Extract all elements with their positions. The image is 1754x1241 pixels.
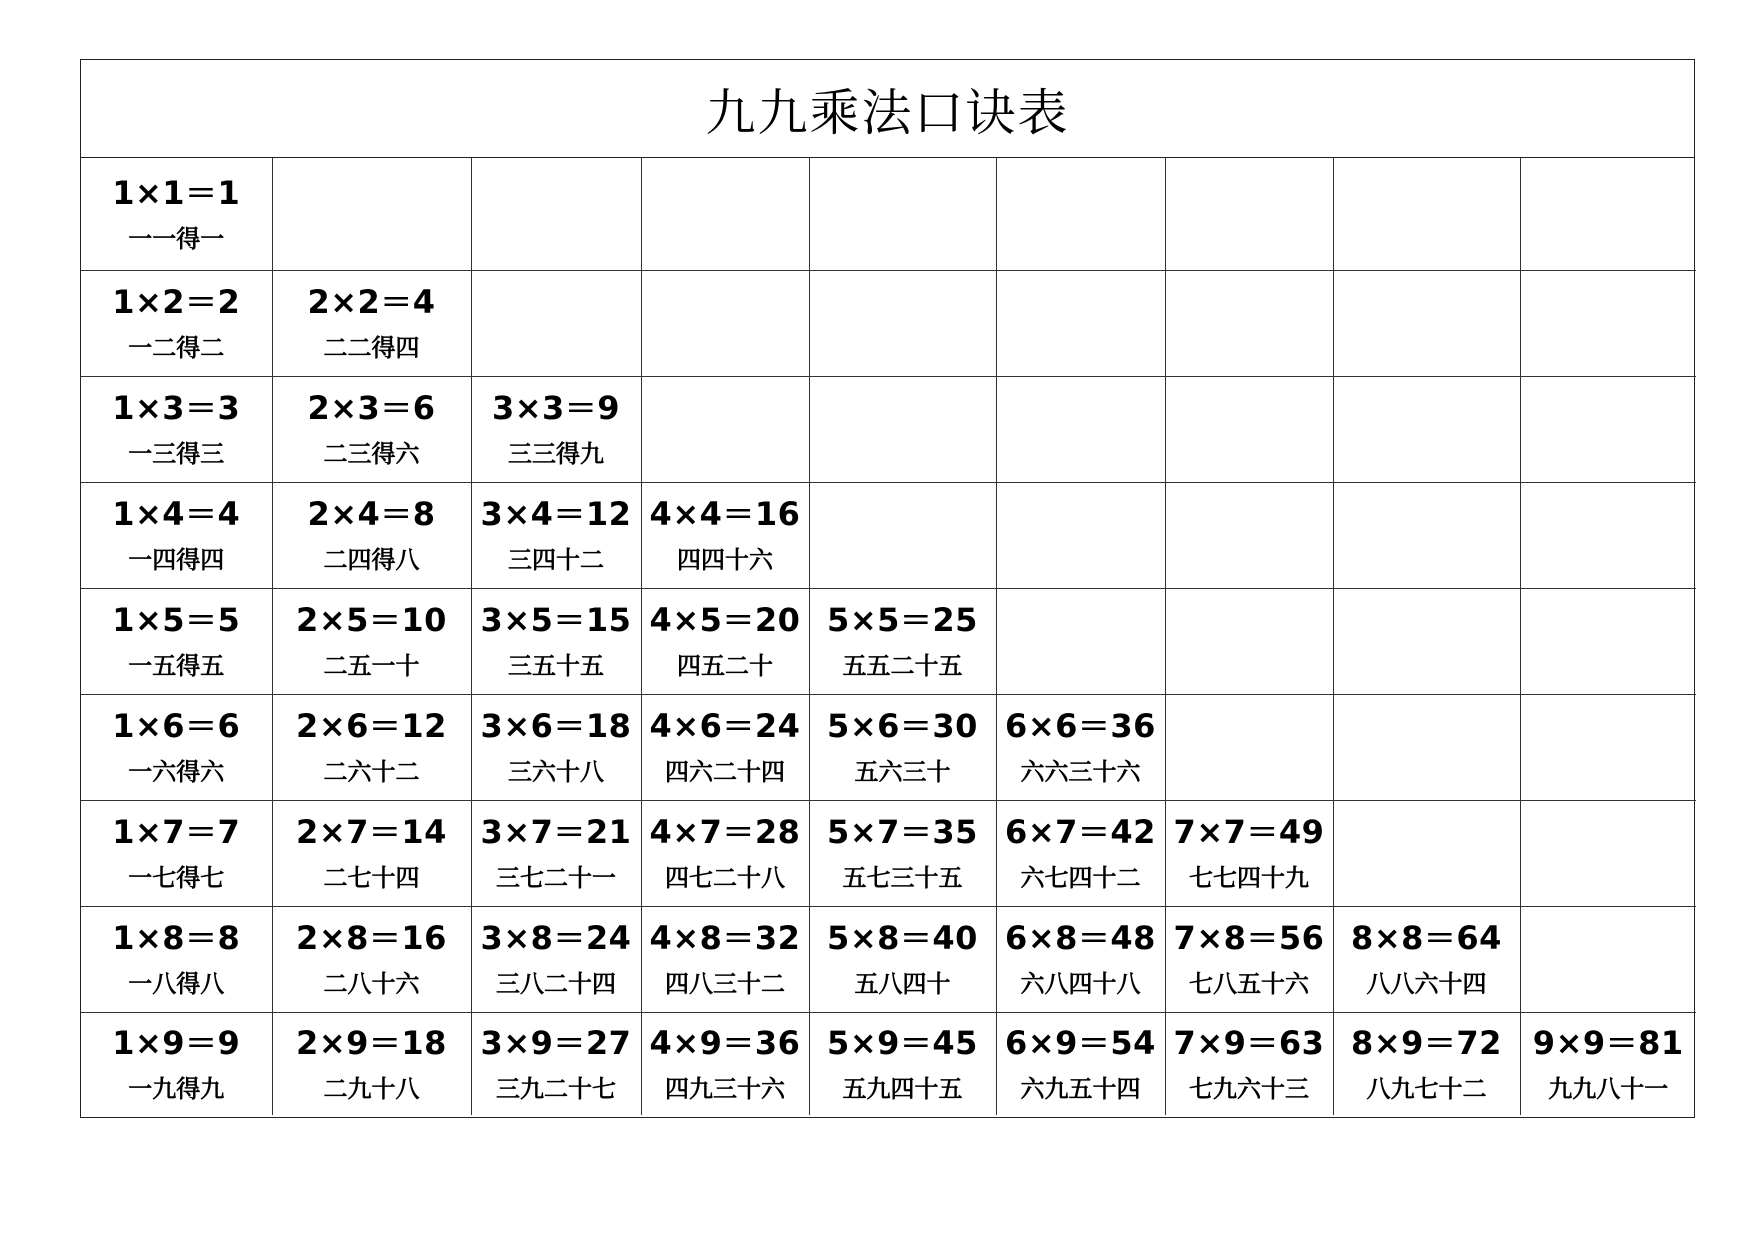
- equation-text: 1×7＝7: [112, 813, 241, 851]
- verse-text: 八九七十二: [1366, 1074, 1487, 1103]
- cell-content: [642, 1023, 809, 1103]
- empty-cell: [1520, 800, 1696, 906]
- table-row: [81, 376, 1696, 482]
- verse-text: 四九三十六: [665, 1074, 785, 1103]
- table-cell: [81, 482, 272, 588]
- table-cell: [1520, 1012, 1696, 1115]
- equation-text: 1×5＝5: [112, 601, 241, 639]
- verse-text: 四八三十二: [665, 970, 785, 998]
- verse-text: 一六得六: [128, 758, 225, 786]
- cell-content: [273, 389, 471, 468]
- verse-text: 三五十五: [508, 652, 604, 680]
- verse-text: 七七四十九: [1189, 864, 1309, 892]
- cell-content: [997, 813, 1165, 892]
- verse-text: 二九十八: [323, 1074, 420, 1103]
- equation-text: 1×1＝1: [112, 173, 241, 212]
- table-cell: [641, 694, 809, 800]
- verse-text: 八八六十四: [1366, 970, 1487, 998]
- equation-text: 4×9＝36: [649, 1023, 801, 1062]
- equation-text: 2×6＝12: [296, 707, 447, 745]
- cell-content: [472, 707, 641, 786]
- verse-text: 五八四十: [854, 970, 951, 998]
- equation-text: 3×7＝21: [480, 813, 632, 851]
- table-cell: [641, 906, 809, 1012]
- empty-cell: [1520, 376, 1696, 482]
- table-cell: [81, 694, 272, 800]
- empty-cell: [996, 482, 1165, 588]
- empty-cell: [471, 270, 641, 376]
- cell-content: [81, 1023, 272, 1103]
- equation-text: 3×9＝27: [480, 1023, 632, 1062]
- empty-cell: [1520, 694, 1696, 800]
- empty-cell: [809, 482, 996, 588]
- table-cell: [641, 800, 809, 906]
- verse-text: 六七四十二: [1020, 864, 1141, 892]
- equation-text: 5×7＝35: [827, 813, 978, 851]
- cell-content: [810, 919, 996, 998]
- equation-text: 4×7＝28: [649, 813, 801, 851]
- table-cell: [1333, 906, 1520, 1012]
- table-cell: [471, 694, 641, 800]
- cell-content: [1166, 813, 1333, 892]
- verse-text: 二六十二: [323, 758, 420, 786]
- equation-text: 5×5＝25: [827, 601, 978, 639]
- cell-content: [810, 1023, 996, 1103]
- empty-cell: [1165, 376, 1333, 482]
- equation-text: 6×9＝54: [1005, 1023, 1156, 1062]
- table-cell: [471, 906, 641, 1012]
- cell-content: [997, 919, 1165, 998]
- equation-text: 6×6＝36: [1005, 707, 1156, 745]
- verse-text: 三四十二: [508, 546, 604, 574]
- verse-text: 五五二十五: [842, 652, 963, 680]
- verse-text: 二四得八: [323, 546, 420, 574]
- table-cell: [272, 588, 471, 694]
- table-row: [81, 482, 1696, 588]
- verse-text: 三九二十七: [496, 1074, 616, 1103]
- empty-cell: [1333, 694, 1520, 800]
- table-cell: [1165, 1012, 1333, 1115]
- table-cell: [641, 482, 809, 588]
- cell-content: [81, 283, 272, 362]
- equation-text: 2×3＝6: [307, 389, 436, 427]
- table-cell: [471, 482, 641, 588]
- verse-text: 四五二十: [677, 652, 773, 680]
- verse-text: 一五得五: [128, 652, 225, 680]
- verse-text: 一八得八: [128, 970, 225, 998]
- page-title: 九九乘法口诀表: [705, 83, 1070, 142]
- table-row: [81, 270, 1696, 376]
- cell-content: [273, 283, 471, 362]
- table-row: [81, 906, 1696, 1012]
- table-cell: [81, 376, 272, 482]
- equation-text: 2×9＝18: [296, 1023, 447, 1062]
- cell-content: [81, 813, 272, 892]
- table-grid: [81, 158, 1696, 1115]
- cell-content: [472, 813, 641, 892]
- table-cell: [471, 588, 641, 694]
- equation-text: 1×9＝9: [112, 1023, 241, 1062]
- table-cell: [81, 158, 272, 270]
- equation-text: 5×8＝40: [827, 919, 978, 957]
- equation-text: 2×8＝16: [296, 919, 447, 957]
- equation-text: 5×6＝30: [827, 707, 978, 745]
- table-cell: [81, 270, 272, 376]
- table-cell: [1333, 1012, 1520, 1115]
- equation-text: 8×8＝64: [1351, 919, 1502, 957]
- empty-cell: [1165, 270, 1333, 376]
- empty-cell: [641, 158, 809, 270]
- empty-cell: [1333, 588, 1520, 694]
- equation-text: 1×8＝8: [112, 919, 241, 957]
- table-cell: [641, 1012, 809, 1115]
- empty-cell: [809, 158, 996, 270]
- verse-text: 二五一十: [323, 652, 420, 680]
- table-cell: [996, 800, 1165, 906]
- multiplication-table: [80, 59, 1695, 1118]
- verse-text: 六六三十六: [1020, 758, 1141, 786]
- cell-content: [810, 813, 996, 892]
- empty-cell: [1520, 906, 1696, 1012]
- cell-content: [642, 495, 809, 574]
- verse-text: 七九六十三: [1189, 1074, 1309, 1103]
- verse-text: 四六二十四: [665, 758, 785, 786]
- cell-content: [273, 707, 471, 786]
- equation-text: 1×6＝6: [112, 707, 241, 745]
- equation-text: 6×8＝48: [1005, 919, 1156, 957]
- cell-content: [81, 389, 272, 468]
- equation-text: 4×6＝24: [649, 707, 801, 745]
- equation-text: 6×7＝42: [1005, 813, 1156, 851]
- table-cell: [1165, 906, 1333, 1012]
- empty-cell: [1333, 800, 1520, 906]
- empty-cell: [1520, 482, 1696, 588]
- table-row: [81, 1012, 1696, 1115]
- empty-cell: [1520, 588, 1696, 694]
- verse-text: 二三得六: [323, 440, 420, 468]
- empty-cell: [1333, 482, 1520, 588]
- cell-content: [273, 919, 471, 998]
- equation-text: 2×4＝8: [307, 495, 436, 533]
- cell-content: [81, 707, 272, 786]
- verse-text: 九九八十一: [1548, 1074, 1669, 1103]
- table-cell: [81, 588, 272, 694]
- empty-cell: [1520, 270, 1696, 376]
- verse-text: 三八二十四: [496, 970, 616, 998]
- table-cell: [996, 906, 1165, 1012]
- cell-content: [472, 919, 641, 998]
- equation-text: 7×7＝49: [1173, 813, 1325, 851]
- verse-text: 四四十六: [677, 546, 773, 574]
- empty-cell: [471, 158, 641, 270]
- equation-text: 5×9＝45: [827, 1023, 978, 1062]
- table-cell: [809, 906, 996, 1012]
- table-cell: [272, 270, 471, 376]
- equation-text: 7×9＝63: [1173, 1023, 1325, 1062]
- cell-content: [472, 1023, 641, 1103]
- equation-text: 3×4＝12: [480, 495, 632, 533]
- equation-text: 2×5＝10: [296, 601, 447, 639]
- verse-text: 三七二十一: [496, 864, 616, 892]
- table-cell: [272, 694, 471, 800]
- table-cell: [272, 800, 471, 906]
- table-row: [81, 158, 1696, 270]
- table-cell: [809, 1012, 996, 1115]
- verse-text: 六八四十八: [1020, 970, 1141, 998]
- equation-text: 2×2＝4: [307, 283, 436, 321]
- table-cell: [996, 694, 1165, 800]
- verse-text: 一四得四: [128, 546, 225, 574]
- empty-cell: [1165, 588, 1333, 694]
- cell-content: [642, 707, 809, 786]
- empty-cell: [641, 270, 809, 376]
- cell-content: [81, 601, 272, 680]
- verse-text: 五六三十: [854, 758, 951, 786]
- cell-content: [997, 707, 1165, 786]
- verse-text: 二八十六: [323, 970, 420, 998]
- cell-content: [273, 813, 471, 892]
- verse-text: 二七十四: [323, 864, 420, 892]
- equation-text: 9×9＝81: [1532, 1023, 1684, 1062]
- equation-text: 4×5＝20: [649, 601, 801, 639]
- empty-cell: [809, 270, 996, 376]
- verse-text: 一九得九: [128, 1074, 225, 1103]
- cell-content: [810, 707, 996, 786]
- equation-text: 3×5＝15: [480, 601, 632, 639]
- empty-cell: [641, 376, 809, 482]
- table-cell: [81, 800, 272, 906]
- cell-content: [642, 919, 809, 998]
- equation-text: 3×6＝18: [480, 707, 632, 745]
- empty-cell: [1333, 270, 1520, 376]
- cell-content: [81, 173, 272, 253]
- cell-content: [1521, 1023, 1697, 1103]
- cell-content: [273, 495, 471, 574]
- equation-text: 4×4＝16: [649, 495, 801, 533]
- empty-cell: [996, 588, 1165, 694]
- empty-cell: [1520, 158, 1696, 270]
- verse-text: 三三得九: [508, 440, 604, 468]
- cell-content: [273, 1023, 471, 1103]
- empty-cell: [1165, 482, 1333, 588]
- verse-text: 五九四十五: [842, 1074, 963, 1103]
- empty-cell: [1165, 158, 1333, 270]
- cell-content: [810, 601, 996, 680]
- equation-text: 8×9＝72: [1351, 1023, 1502, 1062]
- cell-content: [273, 601, 471, 680]
- table-cell: [641, 588, 809, 694]
- empty-cell: [272, 158, 471, 270]
- cell-content: [997, 1023, 1165, 1103]
- empty-cell: [1333, 158, 1520, 270]
- cell-content: [1334, 1023, 1520, 1103]
- equation-text: 1×4＝4: [112, 495, 241, 533]
- cell-content: [472, 495, 641, 574]
- verse-text: 四七二十八: [665, 864, 785, 892]
- empty-cell: [996, 376, 1165, 482]
- table-cell: [809, 694, 996, 800]
- cell-content: [81, 495, 272, 574]
- table-cell: [272, 376, 471, 482]
- equation-text: 7×8＝56: [1173, 919, 1325, 957]
- cell-content: [81, 919, 272, 998]
- equation-text: 2×7＝14: [296, 813, 447, 851]
- cell-content: [1166, 919, 1333, 998]
- empty-cell: [1165, 694, 1333, 800]
- table-cell: [1165, 800, 1333, 906]
- table-cell: [81, 1012, 272, 1115]
- verse-text: 一二得二: [128, 334, 225, 362]
- title-row: [81, 60, 1694, 158]
- table-cell: [81, 906, 272, 1012]
- cell-content: [472, 389, 641, 468]
- verse-text: 五七三十五: [842, 864, 963, 892]
- verse-text: 一三得三: [128, 440, 225, 468]
- table-cell: [809, 800, 996, 906]
- cell-content: [1334, 919, 1520, 998]
- cell-content: [472, 601, 641, 680]
- verse-text: 一一得一: [128, 224, 225, 253]
- empty-cell: [996, 158, 1165, 270]
- verse-text: 七八五十六: [1189, 970, 1309, 998]
- verse-text: 六九五十四: [1020, 1074, 1141, 1103]
- table-cell: [809, 588, 996, 694]
- table-row: [81, 588, 1696, 694]
- table-cell: [996, 1012, 1165, 1115]
- empty-cell: [1333, 376, 1520, 482]
- table-cell: [471, 1012, 641, 1115]
- cell-content: [1166, 1023, 1333, 1103]
- equation-text: 3×8＝24: [480, 919, 632, 957]
- equation-text: 1×3＝3: [112, 389, 241, 427]
- table-cell: [272, 1012, 471, 1115]
- table-cell: [272, 906, 471, 1012]
- empty-cell: [809, 376, 996, 482]
- table-cell: [471, 376, 641, 482]
- equation-text: 3×3＝9: [491, 389, 621, 427]
- cell-content: [642, 601, 809, 680]
- equation-text: 1×2＝2: [112, 283, 241, 321]
- cell-content: [642, 813, 809, 892]
- table-cell: [471, 800, 641, 906]
- empty-cell: [996, 270, 1165, 376]
- table-cell: [272, 482, 471, 588]
- equation-text: 4×8＝32: [649, 919, 801, 957]
- table-row: [81, 800, 1696, 906]
- verse-text: 二二得四: [323, 334, 420, 362]
- verse-text: 一七得七: [128, 864, 225, 892]
- table-row: [81, 694, 1696, 800]
- verse-text: 三六十八: [508, 758, 604, 786]
